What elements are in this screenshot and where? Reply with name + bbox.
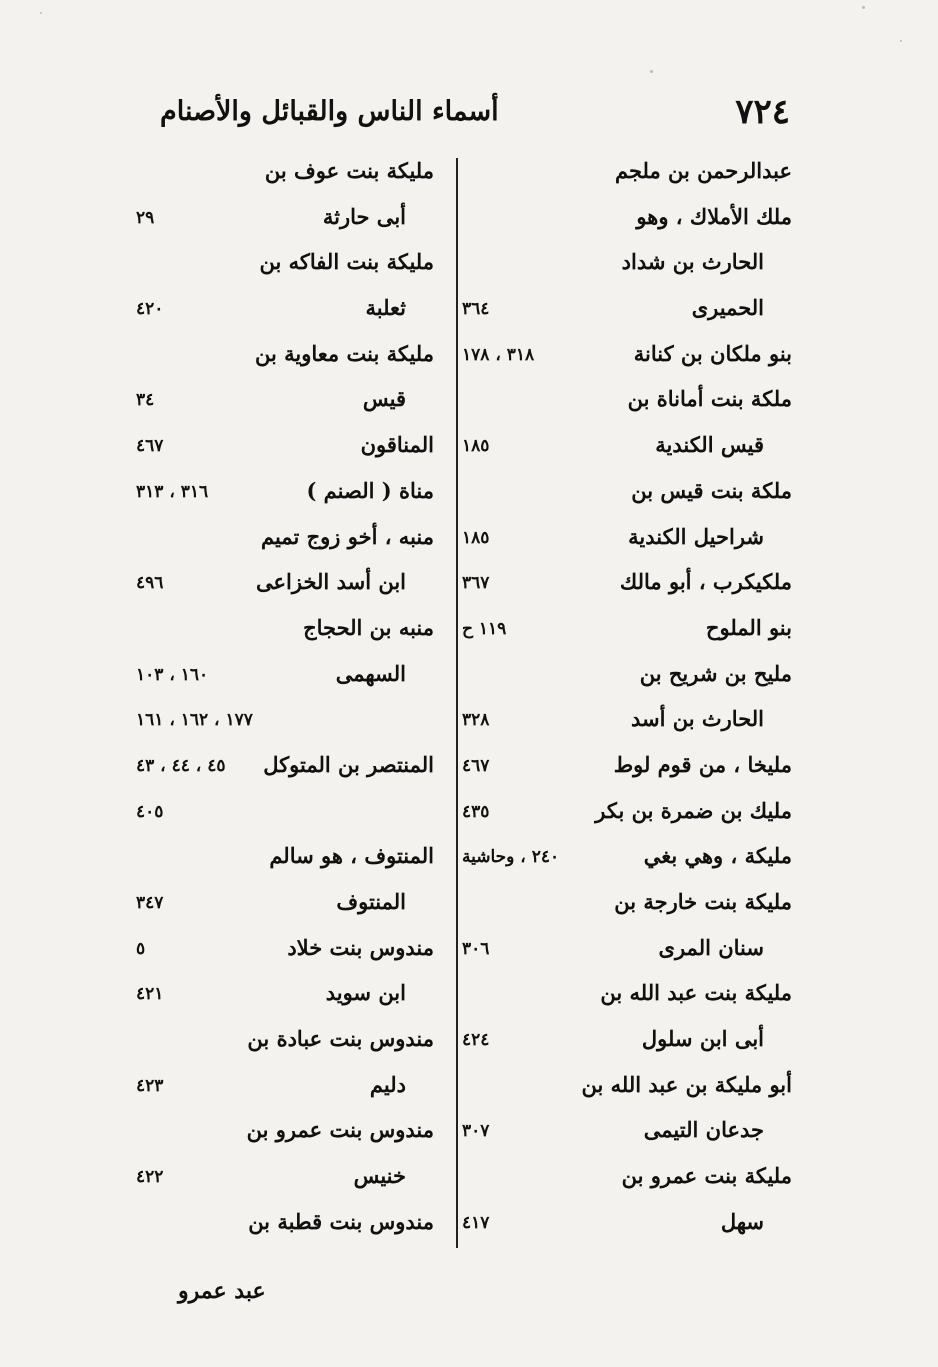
left-column bbox=[130, 152, 440, 1249]
entry-name: أبى ابن سلول bbox=[641, 1026, 764, 1052]
entry-page-ref: ٢٩ bbox=[136, 207, 155, 228]
entry-page-ref: ٤٢٢ bbox=[136, 1167, 164, 1188]
entry-name: الحميرى bbox=[691, 295, 764, 321]
index-entry bbox=[458, 472, 798, 518]
index-entry bbox=[130, 1203, 440, 1249]
entry-page-ref: ٣٤ bbox=[136, 390, 155, 411]
right-column bbox=[458, 152, 798, 1249]
index-entry bbox=[458, 700, 798, 746]
running-title: أسماء الناس والقبائل والأصنام bbox=[160, 96, 499, 127]
index-entry bbox=[458, 1066, 798, 1112]
entry-name: المنتوف ، هو سالم bbox=[269, 843, 434, 869]
entry-name: مندوس بنت خلاد bbox=[287, 934, 434, 960]
index-entry bbox=[458, 380, 798, 426]
index-entry bbox=[130, 152, 440, 198]
index-entry bbox=[130, 289, 440, 335]
entry-page-ref: ٤٢١ bbox=[136, 984, 164, 1005]
index-entry bbox=[458, 335, 798, 381]
entry-page-ref: ٤٠٥ bbox=[136, 801, 164, 822]
index-entry bbox=[130, 655, 440, 701]
entry-name: المنتصر بن المتوكل bbox=[263, 751, 434, 777]
entry-name: السهمى bbox=[335, 660, 406, 686]
entry-name: عبدالرحمن بن ملجم bbox=[614, 158, 792, 183]
entry-name: قيس bbox=[362, 386, 406, 412]
entry-name: مندوس بنت قطبة بن bbox=[248, 1208, 434, 1234]
entry-page-ref: ٤٢٤ bbox=[462, 1030, 490, 1051]
entry-name: ملكة بنت أماناة بن bbox=[627, 386, 792, 412]
entry-name: ملكة بنت قيس بن bbox=[631, 477, 792, 503]
index-entry bbox=[458, 974, 798, 1020]
index-entry bbox=[130, 472, 440, 518]
entry-name: منبه ، أخو زوج تميم bbox=[260, 523, 434, 549]
entry-name: بنو ملكان بن كنانة bbox=[633, 340, 792, 366]
index-entry bbox=[458, 1020, 798, 1066]
index-entry bbox=[130, 426, 440, 472]
entry-page-ref: ٤٦٧ bbox=[136, 436, 164, 457]
entry-name: ابن أسد الخزاعى bbox=[256, 569, 406, 595]
index-entry bbox=[130, 1020, 440, 1066]
index-entry bbox=[130, 563, 440, 609]
index-entry bbox=[458, 426, 798, 472]
entry-page-ref: ٤٩٦ bbox=[136, 573, 164, 594]
entry-name: سهل bbox=[720, 1208, 764, 1234]
entry-name: ملك الأملاك ، وهو bbox=[636, 203, 792, 229]
entry-page-ref: ٤١٧ bbox=[462, 1212, 490, 1233]
entry-name: مليكة بنت الفاكه بن bbox=[259, 249, 434, 275]
index-entry bbox=[130, 837, 440, 883]
index-entry bbox=[458, 792, 798, 838]
index-entry bbox=[130, 700, 440, 746]
entry-page-ref: ٤٥ ، ٤٤ ، ٤٣ bbox=[136, 755, 226, 776]
entry-page-ref: ١٨٥ bbox=[462, 527, 490, 548]
entry-name: بنو الملوح bbox=[705, 614, 792, 640]
index-entry bbox=[458, 837, 798, 883]
entry-name: مناة ( الصنم ) bbox=[306, 477, 434, 503]
entry-name: مليكة بنت عبد الله بن bbox=[600, 980, 792, 1006]
index-entry bbox=[130, 335, 440, 381]
scan-speck bbox=[40, 12, 42, 14]
entry-page-ref: ١١٩ ح bbox=[462, 618, 507, 639]
index-entry bbox=[458, 198, 798, 244]
entry-page-ref: ١٧٧ ، ١٦٢ ، ١٦١ bbox=[136, 710, 253, 731]
entry-page-ref: ٣٠٧ bbox=[462, 1121, 490, 1142]
index-entry bbox=[458, 243, 798, 289]
index-entry bbox=[130, 792, 440, 838]
scan-speck bbox=[862, 6, 865, 9]
index-entry bbox=[458, 929, 798, 975]
entry-name: مليكة ، وهي بغي bbox=[643, 843, 792, 869]
entry-page-ref: ٣٠٦ bbox=[462, 938, 490, 959]
entry-name: ثعلبة bbox=[365, 295, 406, 321]
entry-name: سنان المرى bbox=[658, 934, 764, 960]
index-entry bbox=[130, 746, 440, 792]
index-entry bbox=[458, 883, 798, 929]
entry-name: قيس الكندية bbox=[655, 432, 764, 458]
entry-name: مليكة بنت معاوية بن bbox=[255, 340, 434, 366]
page-header bbox=[150, 92, 790, 142]
entry-name: مليكة بنت عوف بن bbox=[264, 158, 434, 183]
page-number: ٧٢٤ bbox=[735, 92, 790, 132]
entry-page-ref: ٣١٨ ، ١٧٨ bbox=[462, 344, 535, 365]
entry-name: مليكة بنت عمرو بن bbox=[621, 1163, 792, 1189]
entry-name: منبه بن الحجاج bbox=[303, 614, 434, 640]
entry-name: مندوس بنت عبادة بن bbox=[247, 1026, 434, 1052]
index-entry bbox=[130, 198, 440, 244]
entry-name: دليم bbox=[369, 1071, 406, 1097]
entry-page-ref: ٣٦٤ bbox=[462, 299, 490, 320]
catchword: عبد عمرو bbox=[178, 1278, 266, 1304]
entry-name: مندوس بنت عمرو بن bbox=[246, 1117, 434, 1143]
index-entry bbox=[130, 929, 440, 975]
entry-page-ref: ٤٣٥ bbox=[462, 801, 490, 822]
index-entry bbox=[130, 1111, 440, 1157]
scan-speck bbox=[900, 40, 902, 42]
entry-name: مليك بن ضمرة بن بكر bbox=[595, 797, 792, 823]
entry-name: مليح بن شريح بن bbox=[639, 660, 792, 686]
index-entry bbox=[130, 883, 440, 929]
index-entry bbox=[458, 609, 798, 655]
index-entry bbox=[458, 655, 798, 701]
entry-name: الحارث بن أسد bbox=[630, 706, 764, 732]
index-entry bbox=[130, 1066, 440, 1112]
entry-page-ref: ٤٦٧ bbox=[462, 755, 490, 776]
entry-name: المناقون bbox=[360, 432, 434, 458]
entry-name: مليخا ، من قوم لوط bbox=[613, 751, 792, 777]
entry-name: المنتوف bbox=[336, 889, 406, 914]
index-entry bbox=[458, 746, 798, 792]
entry-page-ref: ٣٦٧ bbox=[462, 573, 490, 594]
index-entry bbox=[130, 243, 440, 289]
entry-name: أبى حارثة bbox=[322, 203, 406, 229]
scan-speck bbox=[650, 70, 653, 73]
entry-page-ref: ١٦٠ ، ١٠٣ bbox=[136, 664, 209, 685]
entry-page-ref: ٣٤٧ bbox=[136, 893, 164, 913]
entry-page-ref: ٢٤٠ ، وحاشية bbox=[462, 847, 560, 868]
entry-page-ref: ١٨٥ bbox=[462, 436, 490, 457]
entry-page-ref: ٣٢٨ bbox=[462, 710, 490, 731]
index-entry bbox=[130, 518, 440, 564]
index-entry bbox=[458, 152, 798, 198]
index-entry bbox=[130, 609, 440, 655]
entry-name: الحارث بن شداد bbox=[621, 249, 764, 275]
index-entry bbox=[458, 518, 798, 564]
entry-name: شراحيل الكندية bbox=[628, 523, 764, 549]
entry-page-ref: ٤٢٠ bbox=[136, 299, 164, 320]
index-entry bbox=[130, 380, 440, 426]
entry-name: خنيس bbox=[353, 1163, 406, 1189]
entry-page-ref: ٣١٦ ، ٣١٣ bbox=[136, 481, 209, 502]
index-entry bbox=[458, 563, 798, 609]
index-entry bbox=[130, 1157, 440, 1203]
index-entry bbox=[458, 289, 798, 335]
entry-name: ابن سويد bbox=[325, 980, 406, 1006]
index-entry bbox=[458, 1111, 798, 1157]
index-entry bbox=[458, 1157, 798, 1203]
entry-name: جدعان التيمى bbox=[643, 1117, 764, 1143]
entry-name: مليكة بنت خارجة بن bbox=[614, 889, 792, 914]
index-entry bbox=[130, 974, 440, 1020]
entry-page-ref: ٥ bbox=[136, 938, 146, 959]
entry-name: أبو مليكة بن عبد الله بن bbox=[581, 1071, 792, 1097]
index-entry bbox=[458, 1203, 798, 1249]
entry-page-ref: ٤٢٣ bbox=[136, 1075, 164, 1096]
entry-name: ملكيكرب ، أبو مالك bbox=[619, 569, 792, 595]
